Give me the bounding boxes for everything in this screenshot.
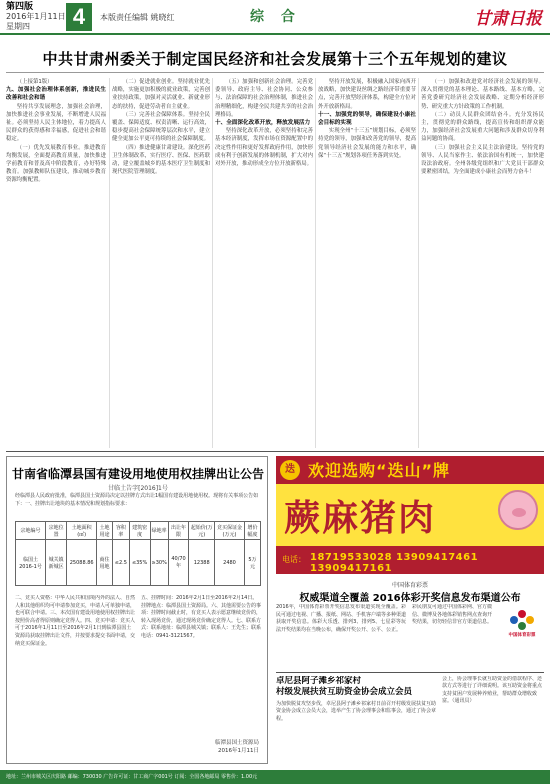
issue-date: 2016年1月11日 (6, 12, 66, 21)
main-headline: 中共甘肃州委关于制定国民经济和社会发展第十三个五年规划的建议 (42, 50, 508, 68)
table-cell: 12388 (189, 540, 215, 586)
editor-credit: 本版责任编辑 姚晓红 (100, 13, 175, 22)
logo-dot (518, 610, 526, 618)
land-table-header-row (16, 522, 261, 540)
ad-slogan: 欢迎选购“迭山”牌 (308, 461, 451, 480)
column-divider (315, 78, 316, 448)
edition-info (6, 2, 66, 32)
notice-number: 甘临土告字[2016]1号 (108, 485, 168, 492)
article-paragraph: （五）加强和创新社会治理。完善党委领导、政府主导、社会协同、公众参与、法治保障的社会治理体制，推进社会治理精细化，构建全民共建共享的社会治理格局。 (215, 79, 313, 118)
lottery-logo (500, 610, 544, 646)
article-body: 为加快脱贫攻坚步伐，卓尼县阿子滩乡祁家村日前召开村级发展扶贫互助资金协会成立会员大会，选举产生了协会理事会和监事会，通过了协会章程。 (276, 701, 436, 722)
table-cell: 商住用地 (96, 540, 112, 586)
land-notice (6, 456, 268, 764)
notice-body-right: 五、挂牌时间：2016年2月1日至2016年2月14日。挂牌地点：临潭县国土资源局。六、其他需要公告的事项：挂牌时间截止时，有竞买人表示愿意继续竞价的，转入现场竞价，通过现场竞价确定竞得人。七、联系方式：联系地址：临潭县城关镇；联系人：王先生；联系电话：0941-3121567。 (141, 595, 261, 639)
logo-dot (518, 622, 526, 630)
notice-body-left: 二、竞买人资格：中华人民共和国境内外的法人、自然人和其他组织均可申请参加竞买，申请人可单独申请，也可联合申请。三、本次国有建设用地使用权挂牌出让按照价高者得原则确定竞得人。四、竞买申请：竞买人可于2016年1月11日至2016年2月1日到临潭县国土资源局获取挂牌出让文件，并按要求提交书面申请，交纳竞买保证金。 (15, 595, 135, 647)
article-paragraph: （三）完善社会保障体系。坚持全民覆盖、保障适度、权责清晰、运行高效，稳步提高社会保障统筹层次和水平，建立健全更加公平更可持续的社会保障制度。 (112, 111, 210, 143)
table-cell: 2480 (215, 540, 245, 586)
table-header-cell: 土地面积(㎡) (67, 522, 97, 540)
table-cell: 5万元 (244, 540, 260, 586)
ad-contact-band (276, 546, 544, 574)
section-name: 综 合 (250, 9, 301, 25)
column-divider (109, 78, 110, 448)
phone-numbers: 18719533028 13909417461 13909417161 (310, 552, 479, 574)
lottery-body: 彩民朋友可通过中国体彩网、官方微信、微博及各地体彩销售网点查询开奖结果，切勿轻信非官方渠道信息。 (412, 604, 492, 625)
article-title-line2: 村级发展扶贫互助资金协会成立会员 (276, 687, 413, 697)
table-header-cell: 绿地率 (150, 522, 168, 540)
headline-rule (6, 72, 544, 73)
lottery-kicker: 中国体育彩票 (391, 582, 428, 589)
poverty-fund-article (276, 676, 436, 764)
notice-issuer: 临潭县国土资源局 (214, 740, 259, 746)
table-row (16, 540, 261, 586)
ad-product-name: 蕨麻猪肉 (284, 497, 437, 539)
table-cell: 40/70年 (168, 540, 188, 586)
ad-top-band (276, 456, 544, 484)
article-subheading: 九、加强社会治理体系创新，推进民生改善和社会和谐 (6, 87, 106, 102)
logo-dot (526, 616, 534, 624)
article-subheading: 十一、加强党的领导，确保建设小康社会目标的实现 (318, 111, 416, 127)
article-paragraph: （二）动员人民群众团结奋斗。充分发扬民主，贯彻党的群众路线，提高宣传和组织群众能力，加强经济社会发展重大问题和涉及群众切身利益问题的协商。 (421, 111, 544, 143)
table-header-cell: 出让年限 (168, 522, 188, 540)
lottery-body: 2016年，中国体育彩票开奖信息发布渠道实现全覆盖。彩民可通过电视、广播、报纸、网站、手机客户端等多种渠道获取开奖信息。体彩大乐透、排列3、排列5、七星彩等玩法开奖结果均在当晚公布，确保开奖公开、公平、公正。 (276, 604, 406, 633)
article-column-4 (318, 78, 416, 448)
logo-dot (510, 616, 518, 624)
notice-title: 甘南省临潭县国有建设用地使用权挂牌出让公告 (11, 467, 264, 481)
table-header-cell: 增价幅度 (244, 522, 260, 540)
notice-date: 2016年1月11日 (218, 748, 259, 754)
table-header-cell: 宗地位置 (45, 522, 66, 540)
article-paragraph: 实现全州“十三五”规划目标，必须坚持党的领导，加强和改善党的领导，提高党领导经济社会发展的能力和水平，确保“十三五”规划各项任务落到实处。 (318, 128, 416, 159)
table-header-cell: 土地用途 (96, 522, 112, 540)
table-cell: 城关镇新城区 (45, 540, 66, 586)
article-column-1 (6, 78, 106, 448)
section-divider (276, 672, 544, 673)
lottery-logo-icon (510, 610, 534, 630)
table-header-cell: 建筑密度 (129, 522, 150, 540)
article-column-2 (112, 78, 210, 448)
article-title-line1: 卓尼县阿子滩乡祁家村 (276, 676, 362, 686)
pork-advertisement (276, 456, 544, 574)
newspaper-logo: 甘肃日报 (474, 9, 542, 29)
page-number: 4 (66, 3, 92, 31)
brand-logo-icon: 迭 (280, 460, 300, 480)
lottery-article (276, 580, 544, 668)
issue-weekday: 星期四 (6, 22, 30, 31)
footer-text: 地址：兰州市城关区庆阳路 邮编：730030 广告许可证：甘工商广字001号 订阅：全国各地邮局 零售价：1.00元 (6, 774, 258, 780)
notice-intro: 经临潭县人民政府批准，临潭县国土资源局决定以挂牌方式出让1幅国有建设用地使用权。现将有关事项公告如下：一、挂牌出让地块的基本情况和规划指标要求： (15, 493, 259, 507)
page-header (0, 0, 550, 34)
article-column-5 (421, 78, 544, 448)
pig-icon (498, 490, 538, 530)
land-table (15, 521, 261, 586)
table-header-cell: 容积率 (113, 522, 130, 540)
phone-label: 电话： (282, 555, 306, 564)
article-column-3 (215, 78, 313, 448)
article-paragraph: （三）加强社会主义民主法治建设。坚持党的领导、人民当家作主、依法治国有机统一，加快建设法治政府。全州各级党组织和广大党员干部群众要紧密团结，为全面建成小康社会而努力奋斗！ (421, 144, 544, 176)
table-cell: ≤35% (129, 540, 150, 586)
article-paragraph: （一）加强和改进党对经济社会发展的领导。深入贯彻党的基本理论、基本路线、基本方略，完善党委研究经济社会发展战略、定期分析经济形势、研究重大方针政策的工作机制。 (421, 79, 544, 110)
article-paragraph: 坚持共享发展理念，加强社会治理，加快推进社会事业发展，不断增进人民福祉。必须坚持人民主体地位，着力提高人民群众的获得感和幸福感，促进社会和谐稳定。 (6, 103, 106, 143)
lottery-logo-label: 中国体育彩票 (508, 633, 536, 638)
section-divider (6, 451, 544, 452)
table-cell: ≤2.5 (113, 540, 130, 586)
article-subheading: 十、全面深化改革开放，释放发展活力 (215, 120, 311, 127)
edition-label: 第四版 (6, 2, 34, 12)
lottery-title: 权威渠道全覆盖 2016体彩开奖信息发布渠道公布 (299, 593, 521, 604)
poverty-fund-article-continued: 会上，协会理事长就互助资金的借款程序、还款方式等进行了详细说明。该互助资金将重点支持贫困户发展种养殖业，帮助群众增收致富。（通讯员） (442, 676, 543, 705)
table-cell: 临国土2016-1号 (16, 540, 46, 586)
table-header-cell: 宗地编号 (16, 522, 46, 540)
article-paragraph: 坚持开放发展，积极融入国家向西开放战略，加快建设丝绸之路经济带重要节点，完善开放型经济体系，构建全方位对外开放新格局。 (318, 79, 416, 110)
ad-main-band (276, 484, 544, 546)
page-footer (0, 770, 550, 784)
notice-signature (215, 739, 259, 755)
article-paragraph: （四）推进健康甘肃建设。深化医药卫生体制改革，实行医疗、医保、医药联动，建立覆盖城乡的基本医疗卫生制度和现代医院管理制度。 (112, 144, 210, 176)
article-paragraph: （上接第1版） (16, 79, 53, 85)
header-rule (0, 33, 550, 35)
article-paragraph: （二）促进就业创业。坚持就业优先战略，实施更加积极的就业政策，完善创业扶持政策，加强对灵活就业、新就业形态的扶持，促进劳动者自主就业。 (112, 79, 210, 110)
table-header-cell: 竞买保证金(万元) (215, 522, 245, 540)
article-paragraph: 坚持深化改革开放，必须坚持和完善基本经济制度，发挥市场在资源配置中的决定性作用和更好发挥政府作用，加快形成有利于创新发展的体制机制，扩大对内对外开放，推动形成全方位开放新格局。 (215, 128, 313, 168)
table-cell: 25088.86 (67, 540, 97, 586)
column-divider (418, 78, 419, 448)
table-header-cell: 起始价(万元) (189, 522, 215, 540)
column-divider (212, 78, 213, 448)
table-cell: ≥30% (150, 540, 168, 586)
article-paragraph: （一）优先发展教育事业。推进教育均衡发展，全面提高教育质量，加快推进学前教育和普及高中阶段教育，办好特殊教育。加强教师队伍建设，推动城乡教育资源均衡配置。 (6, 144, 106, 184)
